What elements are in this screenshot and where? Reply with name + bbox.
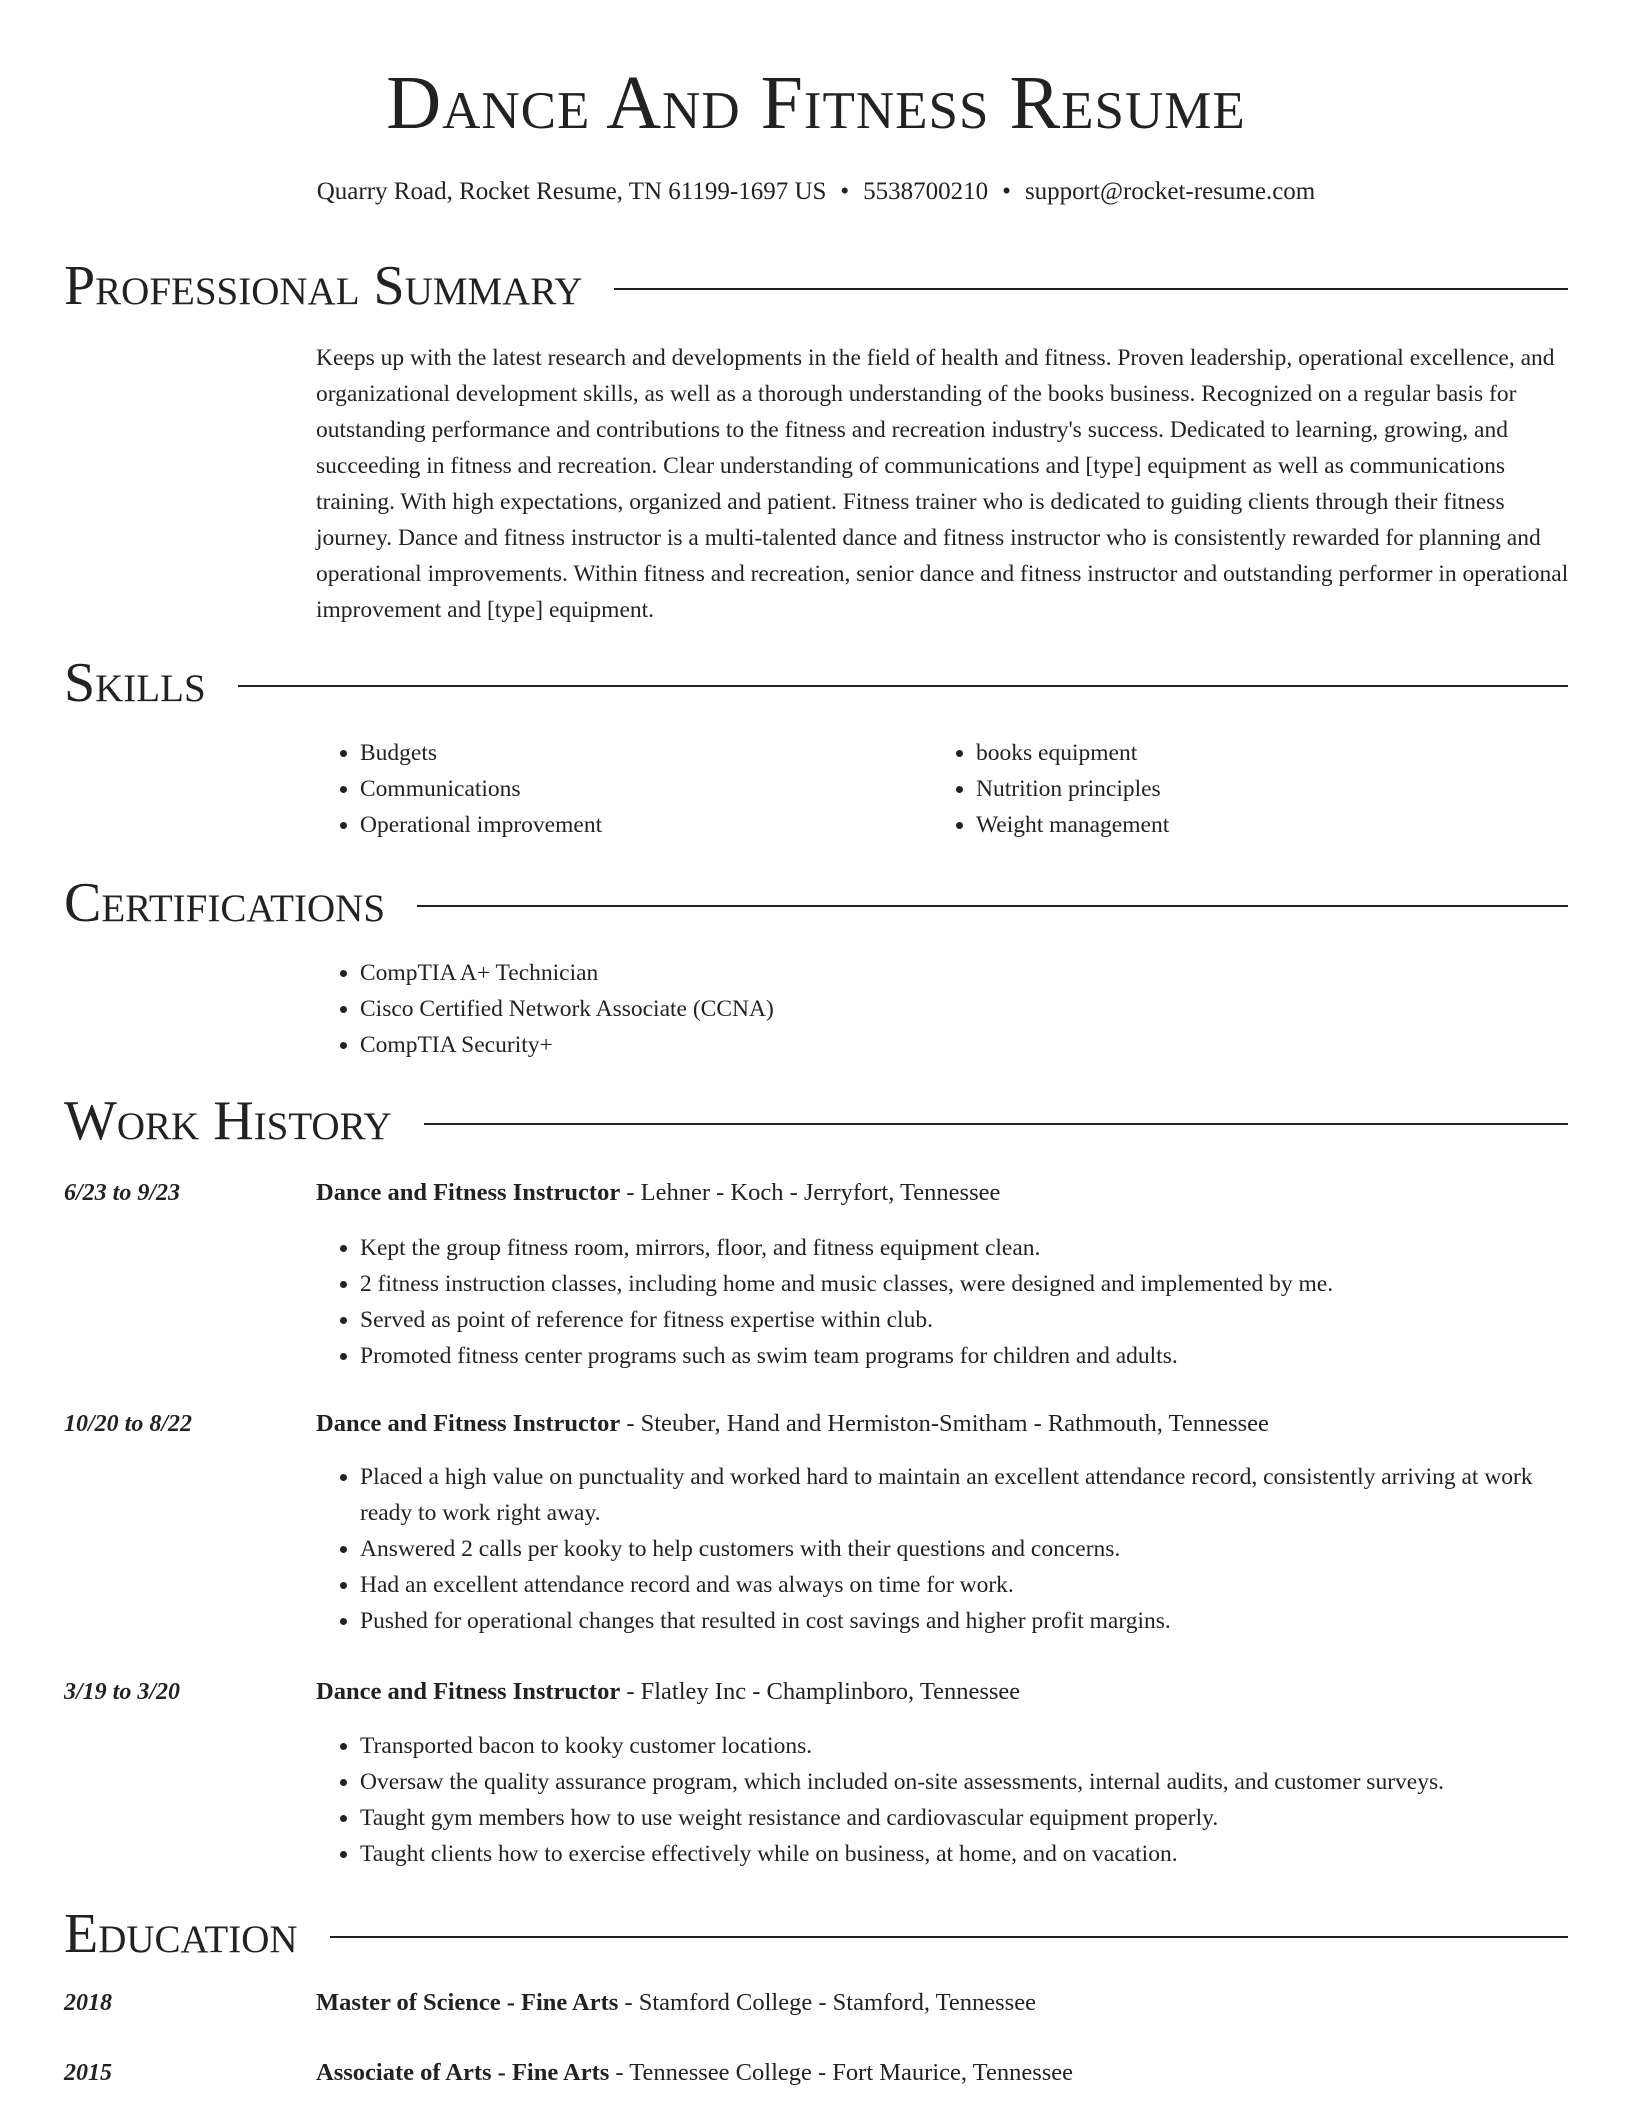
contact-email: support@rocket-resume.com <box>1024 178 1316 205</box>
skill-item: • Communications <box>360 771 920 807</box>
section-header-skills <box>64 651 1568 715</box>
job-bullet: • Kept the group fitness room, mirrors, floor, and fitness equipment clean. <box>360 1230 1568 1266</box>
job-bullet: • Oversaw the quality assurance program, which included on-site assessments, internal audits, and customer surveys. <box>360 1764 1568 1800</box>
education-year: 2018 <box>64 1990 112 2016</box>
job-heading <box>316 1406 1568 1442</box>
job-heading <box>316 1175 1568 1211</box>
job-bullets <box>316 1230 1568 1374</box>
certifications-list <box>316 955 1560 1063</box>
section-header-education <box>64 1902 1568 1966</box>
resume-name: Dance And Fitness Resume <box>386 61 1246 145</box>
section-divider <box>330 1936 1568 1938</box>
education-school: - Stamford College - Stamford, Tennessee <box>618 1989 1036 2016</box>
skills-list-right <box>932 735 1576 843</box>
job-bullet: • Taught gym members how to use weight resistance and cardiovascular equipment properly. <box>360 1800 1568 1836</box>
job-title: Dance and Fitness Instructor <box>316 1410 621 1437</box>
summary-text: Keeps up with the latest research and developments in the field of health and fitness. Proven leadership, operational excellence, and organizational development skills, as well as a thorough understanding of the books business. Recognized on a regular basis for outstanding performance and contributions to the fitness and recreation industry's success. Dedicated to learning, growing, and succeeding in fitness and recreation. Clear understanding of communications and [type] equipment as well as communications training. With high expectations, organized and patient. Fitness trainer who is dedicated to guiding clients through their fitness journey. Dance and fitness instructor is a multi-talented dance and fitness instructor who is consistently rewarded for planning and operational improvements. Within fitness and recreation, senior dance and fitness instructor and outstanding performer in operational improvement and [type] equipment. <box>316 345 1569 623</box>
section-title: Certifications <box>64 872 386 934</box>
certification-item: • CompTIA Security+ <box>360 1027 1560 1063</box>
section-divider <box>614 288 1568 290</box>
job-employer: - Lehner - Koch - Jerryfort, Tennessee <box>620 1179 1001 1206</box>
job-dates: 3/19 to 3/20 <box>64 1679 181 1705</box>
job-employer: - Flatley Inc - Champlinboro, Tennessee <box>620 1678 1021 1705</box>
section-title: Skills <box>64 652 206 714</box>
job-bullet: • Had an excellent attendance record and was always on time for work. <box>360 1567 1568 1603</box>
job-title: Dance and Fitness Instructor <box>316 1678 621 1705</box>
section-header-work-history <box>64 1089 1568 1153</box>
education-entry <box>316 1985 1568 2021</box>
job-bullet: • Transported bacon to kooky customer locations. <box>360 1728 1568 1764</box>
job-bullet: • Placed a high value on punctuality and worked hard to maintain an excellent attendance record, consistently arriving at work ready to work right away. <box>360 1459 1568 1531</box>
education-school: - Tennessee College - Fort Maurice, Tennessee <box>609 2059 1074 2086</box>
job-bullet: • Taught clients how to exercise effectively while on business, at home, and on vacation. <box>360 1836 1568 1872</box>
job-bullets <box>316 1459 1568 1639</box>
contact-phone: 5538700210 <box>863 178 989 205</box>
skill-item: • Nutrition principles <box>976 771 1576 807</box>
skill-item: • Weight management <box>976 807 1576 843</box>
contact-line <box>0 176 1632 208</box>
job-dates: 10/20 to 8/22 <box>64 1411 193 1437</box>
education-degree: Master of Science - Fine Arts <box>316 1989 619 2016</box>
job-bullet: • 2 fitness instruction classes, including home and music classes, were designed and implemented by me. <box>360 1266 1568 1302</box>
section-divider <box>424 1123 1568 1125</box>
contact-separator: • <box>840 178 850 205</box>
section-title: Work History <box>64 1090 392 1152</box>
education-entry <box>316 2055 1568 2091</box>
certification-item: • Cisco Certified Network Associate (CCNA) <box>360 991 1560 1027</box>
section-header-summary <box>64 254 1568 318</box>
certification-item: • CompTIA A+ Technician <box>360 955 1560 991</box>
section-title: Education <box>64 1903 298 1965</box>
section-header-certifications <box>64 871 1568 935</box>
contact-address: Quarry Road, Rocket Resume, TN 61199-1697 US <box>316 178 827 205</box>
job-bullet: • Served as point of reference for fitness expertise within club. <box>360 1302 1568 1338</box>
section-divider <box>238 685 1568 687</box>
job-bullet: • Answered 2 calls per kooky to help customers with their questions and concerns. <box>360 1531 1568 1567</box>
contact-separator: • <box>1002 178 1011 205</box>
section-divider <box>417 905 1568 907</box>
skill-item: • Budgets <box>360 735 920 771</box>
job-employer: - Steuber, Hand and Hermiston-Smitham - Rathmouth, Tennessee <box>620 1410 1269 1437</box>
skill-item: • books equipment <box>976 735 1576 771</box>
job-title: Dance and Fitness Instructor <box>316 1179 621 1206</box>
skill-item: • Operational improvement <box>360 807 920 843</box>
skills-list-left <box>316 735 920 843</box>
education-degree: Associate of Arts - Fine Arts <box>316 2059 610 2086</box>
job-bullets <box>316 1728 1568 1872</box>
education-year: 2015 <box>64 2060 112 2086</box>
section-title: Professional Summary <box>64 255 583 317</box>
job-heading <box>316 1674 1568 1710</box>
job-bullet: • Promoted fitness center programs such as swim team programs for children and adults. <box>360 1338 1568 1374</box>
job-bullet: • Pushed for operational changes that resulted in cost savings and higher profit margins. <box>360 1603 1568 1639</box>
job-dates: 6/23 to 9/23 <box>64 1180 181 1206</box>
